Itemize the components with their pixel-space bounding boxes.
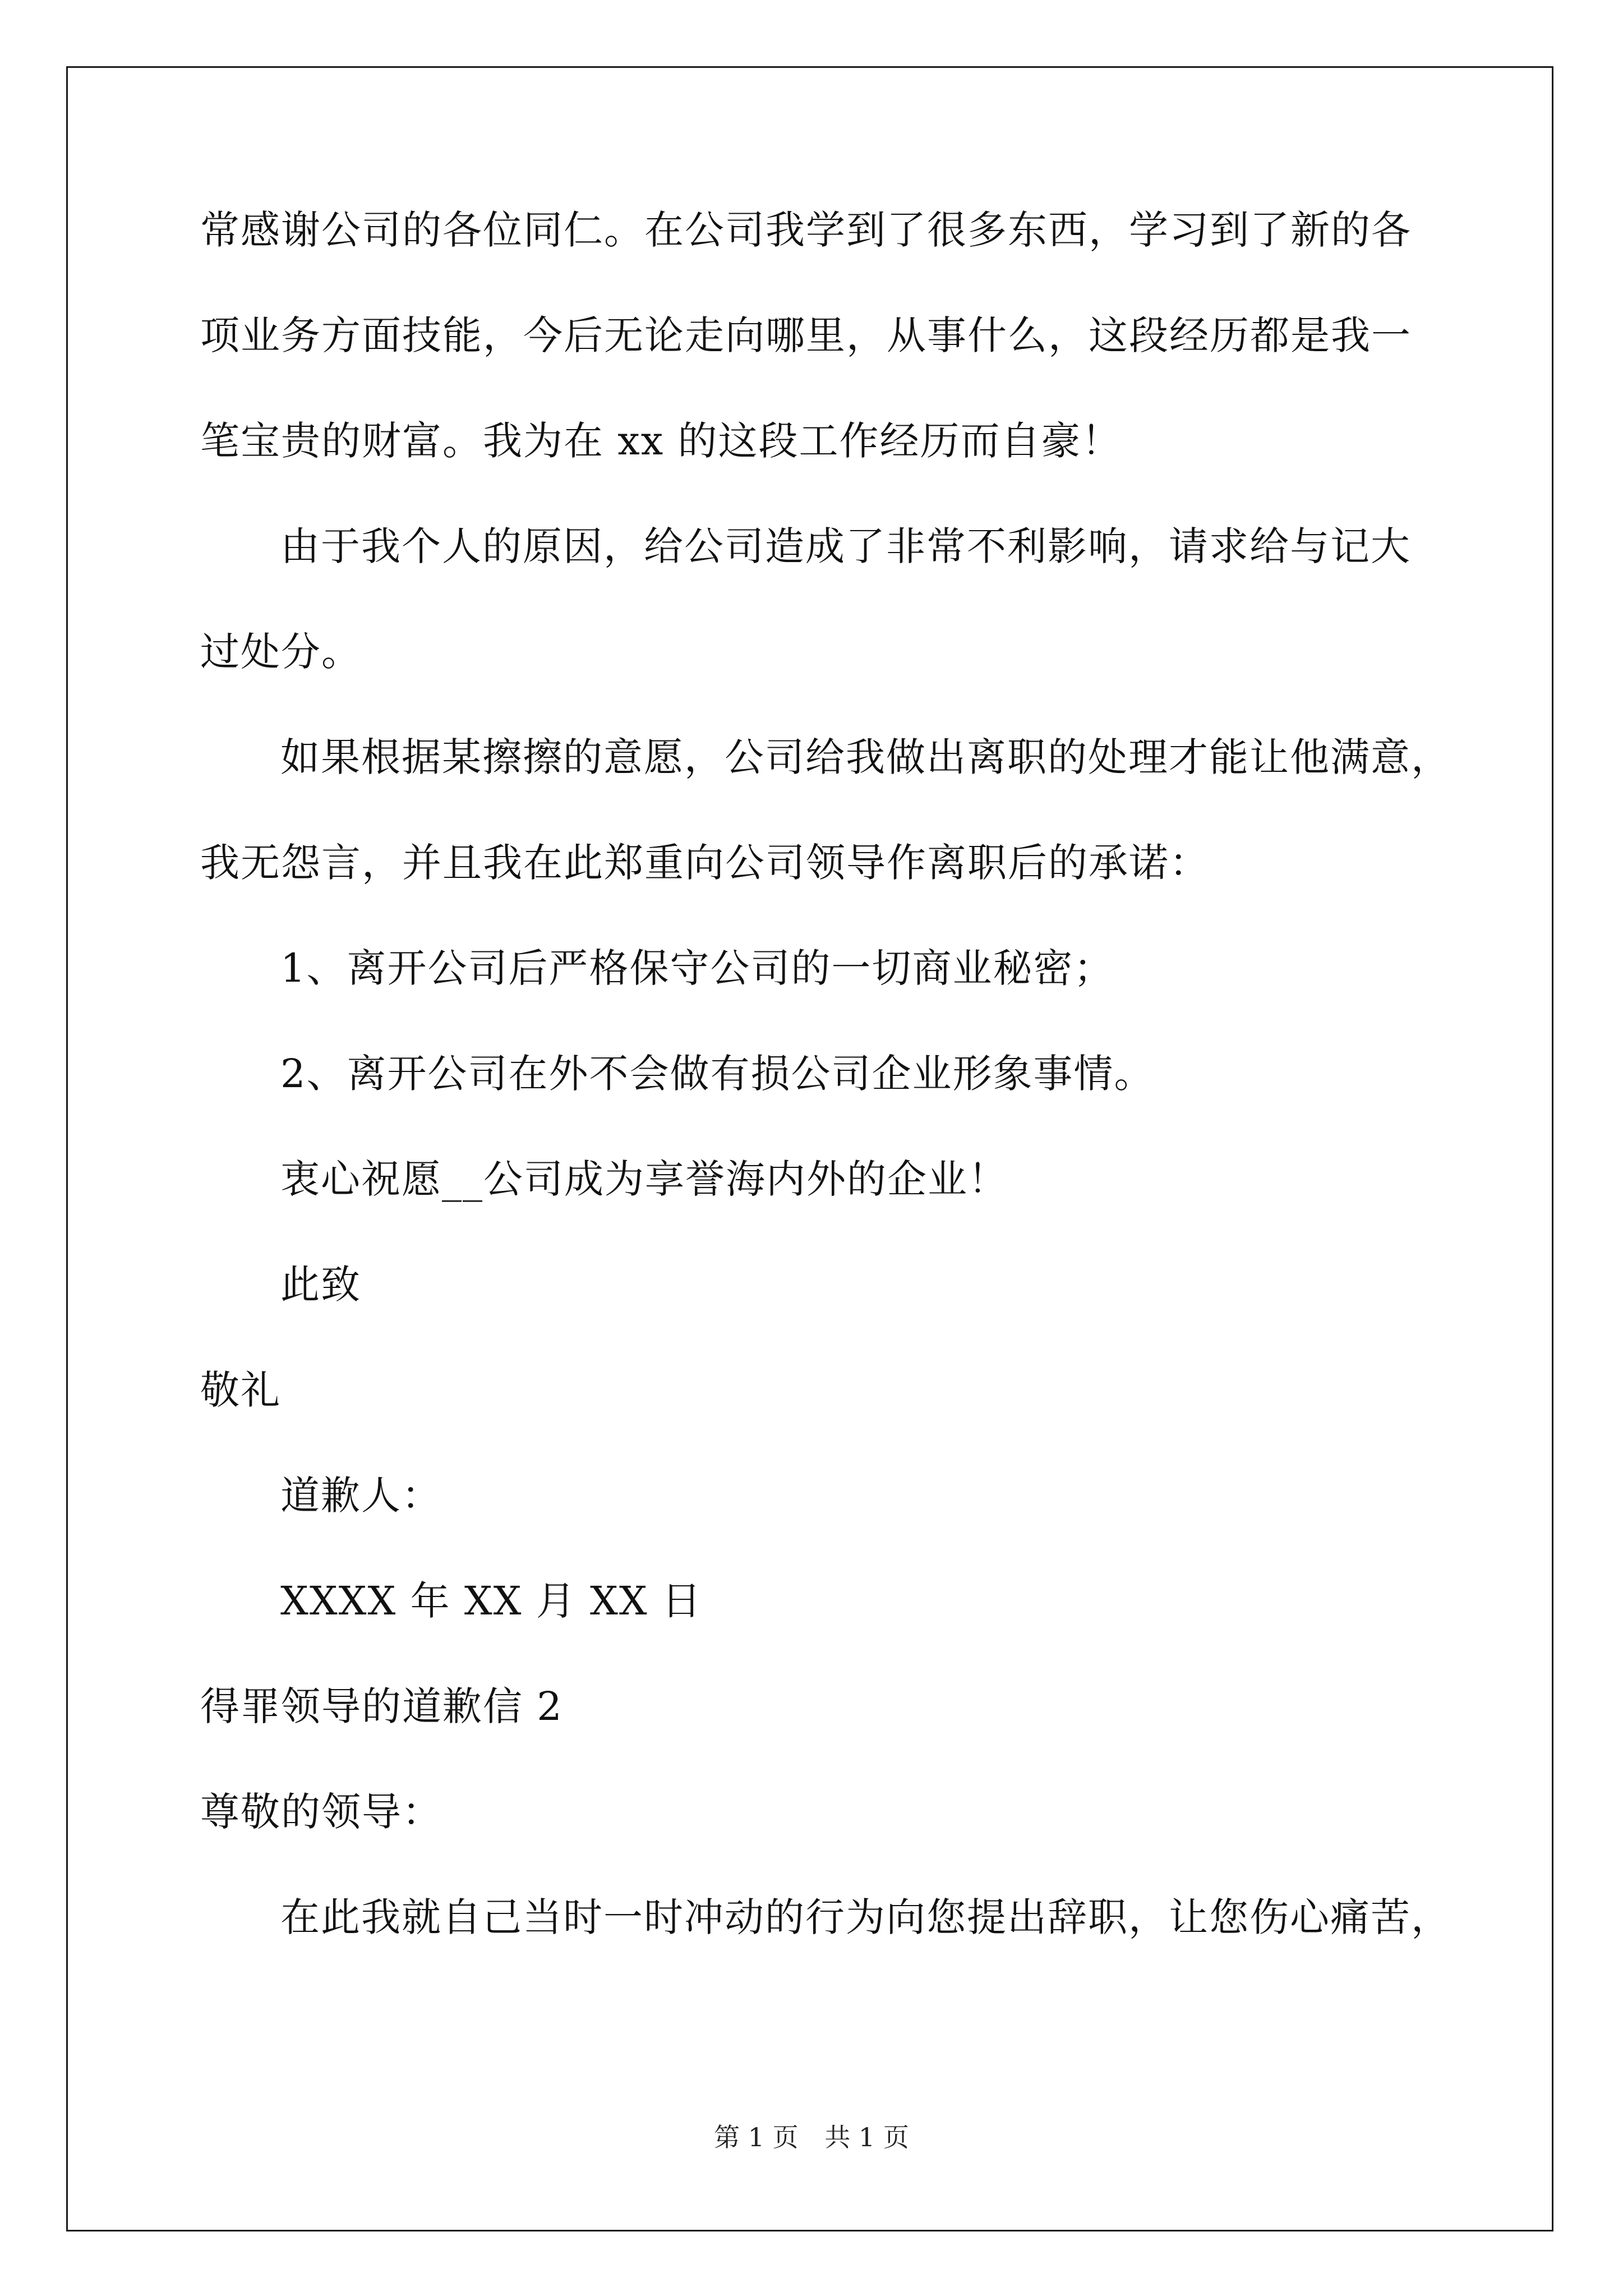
text-line: 常感谢公司的各位同仁。在公司我学到了很多东西，学习到了新的各 bbox=[200, 207, 1412, 253]
text-line: 项业务方面技能，今后无论走向哪里，从事什么，这段经历都是我一 bbox=[200, 312, 1412, 358]
text-line: 由于我个人的原因，给公司造成了非常不利影响，请求给与记大 bbox=[280, 523, 1411, 569]
list-item: 2、离开公司在外不会做有损公司企业形象事情。 bbox=[280, 1051, 1155, 1097]
page-total: 共 1 页 bbox=[824, 2122, 909, 2152]
text-line: 如果根据某擦擦的意愿，公司给我做出离职的处理才能让他满意， bbox=[280, 734, 1451, 780]
text-line: 过处分。 bbox=[200, 629, 362, 675]
section-heading: 得罪领导的道歉信 2 bbox=[200, 1683, 563, 1729]
closing-line: 此致 bbox=[280, 1262, 361, 1308]
signature-label: 道歉人： bbox=[280, 1473, 442, 1519]
page-footer bbox=[0, 2120, 1623, 2154]
salutation-line: 敬礼 bbox=[200, 1367, 281, 1413]
text-line: 我无怨言，并且我在此郑重向公司领导作离职后的承诺： bbox=[200, 840, 1210, 886]
text-line: 笔宝贵的财富。我为在 xx 的这段工作经历而自豪！ bbox=[200, 418, 1122, 464]
text-line: 在此我就自己当时一时冲动的行为向您提出辞职，让您伤心痛苦， bbox=[280, 1894, 1451, 1940]
text-line: 衷心祝愿__公司成为享誉海内外的企业！ bbox=[280, 1156, 1008, 1202]
page-number: 第 1 页 bbox=[714, 2122, 799, 2152]
date-line: XXXX 年 XX 月 XX 日 bbox=[280, 1578, 702, 1624]
greeting-line: 尊敬的领导： bbox=[200, 1789, 442, 1835]
list-item: 1、离开公司后严格保守公司的一切商业秘密； bbox=[280, 945, 1114, 991]
